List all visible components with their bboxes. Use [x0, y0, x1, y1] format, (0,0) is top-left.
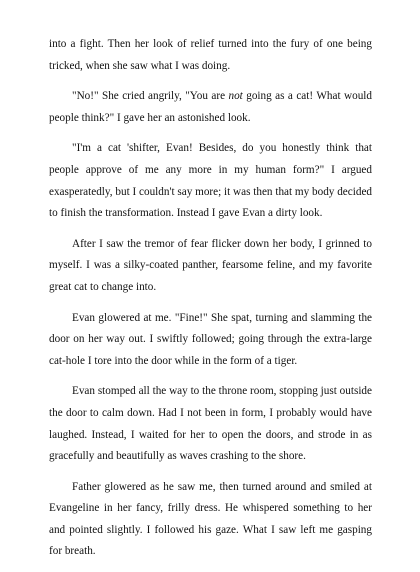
paragraph-text: going as a cat! What would people think?" I gave her an astonished look.: [49, 90, 372, 124]
paragraph-text: "No!" She cried angrily, "You are: [72, 90, 229, 103]
paragraph-text: After I saw the tremor of fear flicker down her body, I grinned to myself. I was a silky-coated panther, fearsome feline, and my favorite great cat to change into.: [49, 237, 372, 293]
document-page: [49, 34, 372, 572]
paragraph-text: Evan glowered at me. "Fine!" She spat, turning and slamming the door on her way out. I swiftly followed; going through the extra-large cat-hole I tore into the door while in the form of a tiger.: [49, 311, 372, 367]
paragraph-text: Evan stomped all the way to the throne room, stopping just outside the door to calm down. Had I not been in form, I probably would have laughed. Instead, I waited for her to open the doors, and strode in as gracefully and beautifully as waves crashing to the shore.: [49, 385, 372, 463]
paragraph-7: [49, 477, 372, 563]
paragraph-text: Father glowered as he saw me, then turned around and smiled at Evangeline in her fancy, frilly dress. He whispered something to her and pointed slightly. I followed his gaze. What I saw left me gasping for breath.: [49, 480, 372, 558]
paragraph-text: "I'm a cat 'shifter, Evan! Besides, do you honestly think that people approve of me any more in my human form?" I argued exasperatedly, but I couldn't say more; it was then that my body decided to finish the transformation. Instead I gave Evan a dirty look.: [49, 142, 372, 220]
emphasis-text: not: [228, 90, 243, 103]
paragraph-text: into a fight. Then her look of relief turned into the fury of one being tricked, when she saw what I was doing.: [49, 38, 372, 72]
paragraph-1: [49, 34, 372, 77]
paragraph-2: [49, 86, 372, 129]
paragraph-6: [49, 381, 372, 467]
paragraph-4: [49, 234, 372, 299]
paragraph-3: [49, 138, 372, 224]
paragraph-5: [49, 308, 372, 373]
